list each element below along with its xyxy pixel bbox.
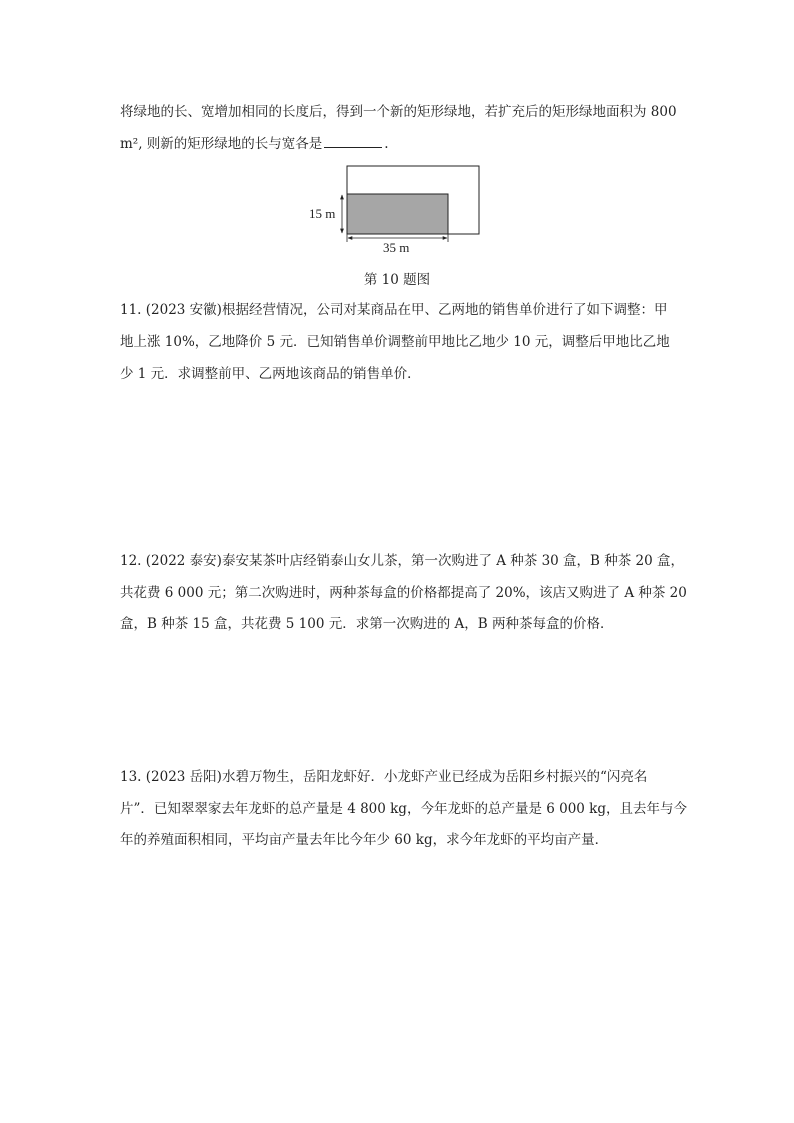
q11-line-3: 少 1 元．求调整前甲、乙两地该商品的销售单价． <box>120 366 421 382</box>
q10-line-2 <box>120 134 389 154</box>
answer-blank[interactable] <box>324 135 382 148</box>
width-label: 35 m <box>383 240 410 255</box>
q10-line-2-end: . <box>384 136 389 152</box>
q13-line-2: 片”．已知翠翠家去年龙虾的总产量是 4 800 kg，今年龙虾的总产量是 6 000 kg，且去年与今 <box>120 801 688 817</box>
q12-line-2: 共花费 6 000 元；第二次购进时，两种茶每盒的价格都提高了 20%，该店又购进了 A 种茶 20 <box>120 585 687 601</box>
q11-line-2: 地上涨 10%，乙地降价 5 元．已知销售单价调整前甲地比乙地少 10 元，调整后甲地比乙地 <box>120 334 670 350</box>
height-label: 15 m <box>309 206 336 221</box>
original-rectangle <box>347 194 448 234</box>
q13-line-3: 年的养殖面积相同，平均亩产量去年比今年少 60 kg，求今年龙虾的平均亩产量． <box>120 832 609 848</box>
q10-line-1: 将绿地的长、宽增加相同的长度后，得到一个新的矩形绿地，若扩充后的矩形绿地面积为 800 <box>120 104 677 120</box>
q12-line-3: 盒，B 种茶 15 盒，共花费 5 100 元．求第一次购进的 A，B 两种茶每盒的价格． <box>120 616 614 632</box>
figure-caption: 第 10 题图 <box>363 272 431 288</box>
q10-figure <box>300 160 490 260</box>
q11-line-1: 11. (2023 安徽)根据经营情况，公司对某商品在甲、乙两地的销售单价进行了如下调整：甲 <box>120 302 668 318</box>
q12-line-1: 12. (2022 泰安)泰安某茶叶店经销泰山女儿茶，第一次购进了 A 种茶 30 盒，B 种茶 20 盒， <box>120 553 685 569</box>
q10-line-2-text: m², 则新的矩形绿地的长与宽各是 <box>120 136 323 152</box>
q13-line-1: 13. (2023 岳阳)水碧万物生，岳阳龙虾好．小龙虾产业已经成为岳阳乡村振兴的“闪亮名 <box>120 769 648 785</box>
